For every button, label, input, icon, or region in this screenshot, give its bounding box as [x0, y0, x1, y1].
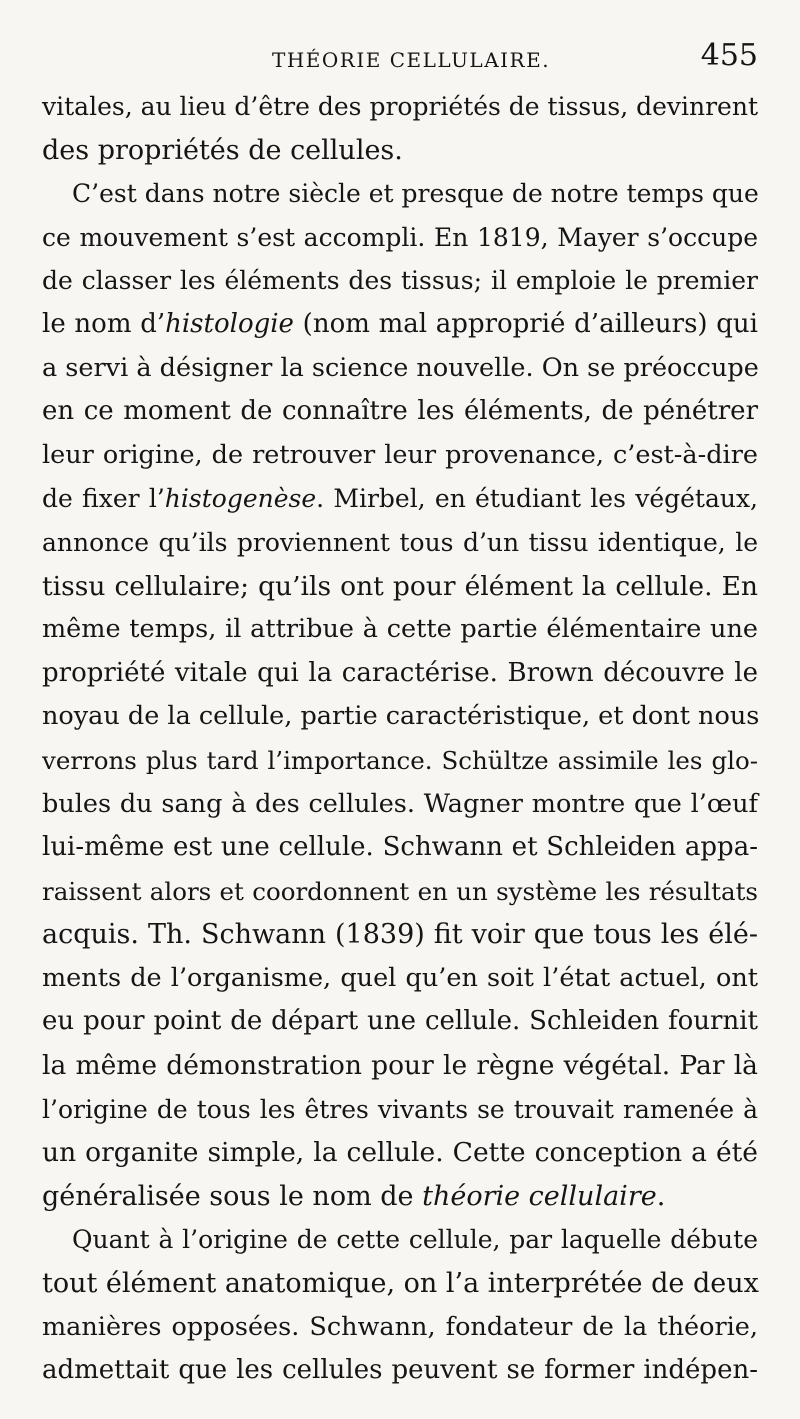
text-span: de fixer l’ [42, 484, 165, 514]
text-line: de classer les éléments des tissus; il emploie le premier [42, 266, 758, 296]
text-line: ments de l’organisme, quel qu’en soit l’état actuel, ont [42, 962, 758, 993]
text-line: annonce qu’ils proviennent tous d’un tissu identique, le [42, 527, 758, 557]
italic-term: théorie cellulaire [422, 1180, 657, 1212]
running-title: THÉORIE CELLULAIRE. [272, 48, 551, 72]
text-line [42, 1175, 758, 1219]
text-line [42, 477, 758, 521]
page-number: 455 [700, 38, 758, 73]
text-span: . Mirbel, en étudiant les végétaux, [316, 484, 759, 514]
text-line: eu pour point de départ une cellule. Schleiden fournit [42, 1006, 758, 1037]
text-line: la même démonstration pour le règne végétal. Par là [42, 1050, 758, 1082]
text-line: même temps, il attribue à cette partie élémentaire une [42, 614, 758, 645]
text-line [42, 303, 758, 347]
text-line: C’est dans notre siècle et presque de notre temps que [72, 179, 759, 209]
text-span: le nom d’ [42, 308, 166, 339]
text-line: propriété vitale qui la caractérise. Brown découvre le [42, 657, 758, 688]
text-line: des propriétés de cellules. [42, 134, 403, 166]
text-line: acquis. Th. Schwann (1839) fit voir que tous les élé- [42, 919, 758, 951]
text-span: . [656, 1180, 666, 1212]
text-line: un organite simple, la cellule. Cette conception a été [42, 1137, 758, 1169]
text-line: verrons plus tard l’importance. Schültze assimile les glo- [42, 745, 758, 775]
text-span: généralisée sous le nom de [42, 1180, 423, 1212]
italic-term: histogenèse [164, 484, 317, 514]
text-line: bules du sang à des cellules. Wagner montre que l’œuf [42, 788, 758, 819]
text-line: l’origine de tous les êtres vivants se trouvait ramenée à [42, 1094, 758, 1124]
italic-term: histologie [165, 308, 294, 339]
text-line: admettait que les cellules peuvent se former indépen- [42, 1355, 758, 1386]
text-span: (nom mal approprié d’ailleurs) qui [293, 308, 758, 339]
text-line: lui-même est une cellule. Schwann et Schleiden appa- [42, 832, 758, 863]
text-line: a servi à désigner la science nouvelle. On se préoccupe [42, 352, 759, 383]
text-line: ce mouvement s’est accompli. En 1819, Mayer s’occupe [42, 222, 758, 252]
text-line: tissu cellulaire; qu’ils ont pour élément la cellule. En [42, 570, 758, 602]
text-line: vitales, au lieu d’être des propriétés de tissus, devinrent [42, 92, 758, 121]
text-line: en ce moment de connaître les éléments, de pénétrer [42, 396, 758, 427]
body-text [42, 85, 758, 1393]
running-head [0, 36, 800, 76]
text-line: leur origine, de retrouver leur provenance, c’est-à-dire [42, 439, 758, 470]
text-line: raissent alors et coordonnent en un système les résultats [42, 876, 758, 906]
text-line: manières opposées. Schwann, fondateur de la théorie, [42, 1311, 758, 1342]
text-line: tout élément anatomique, on l’a interprétée de deux [42, 1268, 759, 1300]
text-line: noyau de la cellule, partie caractéristique, et dont nous [42, 701, 760, 732]
text-line: Quant à l’origine de cette cellule, par laquelle débute [72, 1225, 758, 1255]
